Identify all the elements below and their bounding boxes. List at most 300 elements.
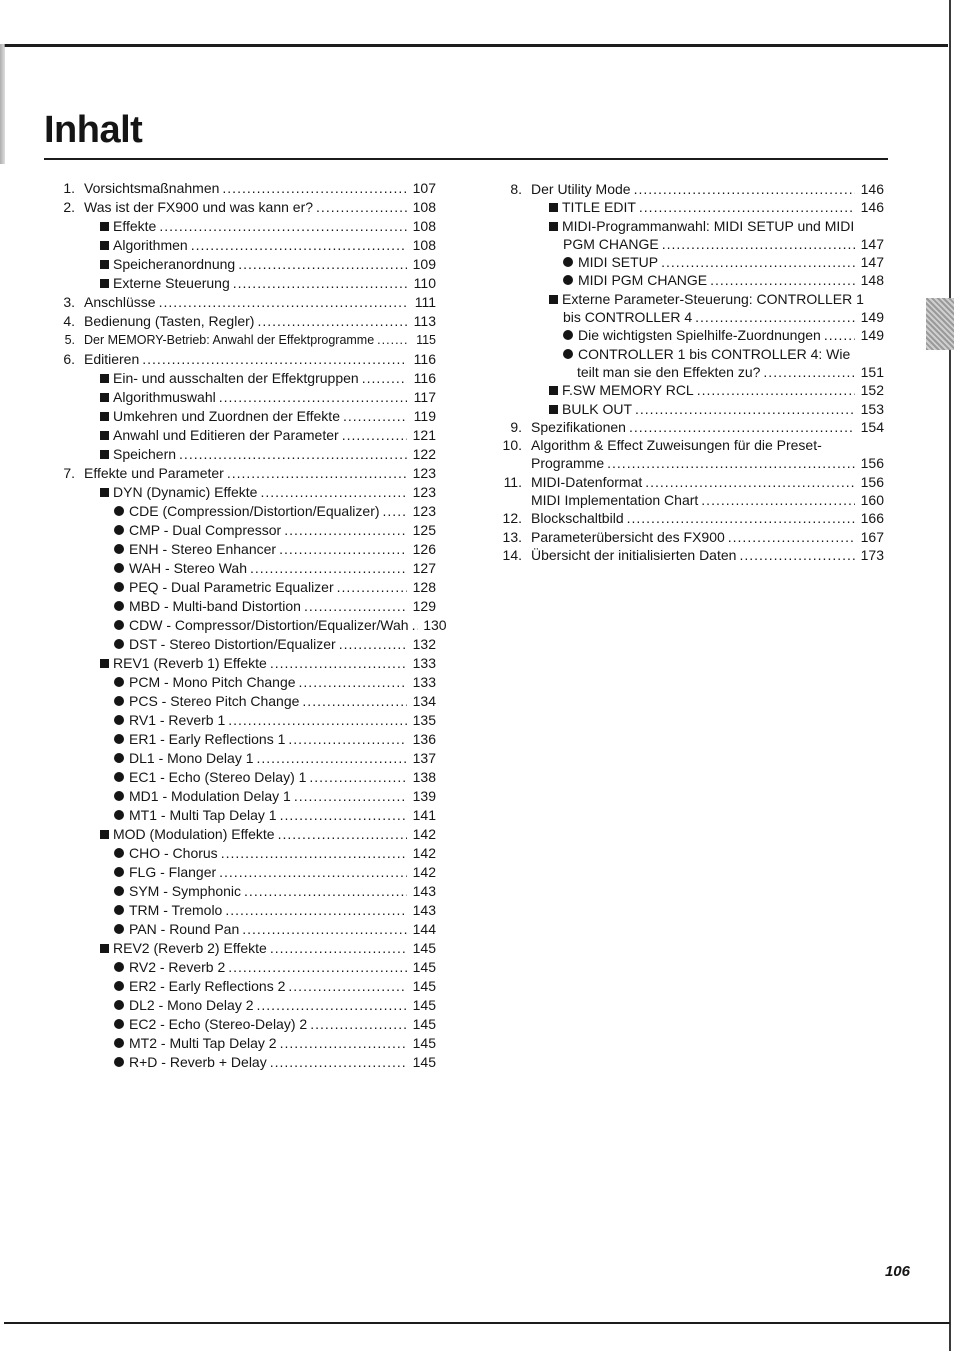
toc-entry[interactable]: [50, 369, 436, 388]
toc-entry[interactable]: [50, 844, 436, 863]
page-number: 106: [884, 1263, 910, 1280]
dot-leader: [639, 198, 855, 217]
toc-entry-title: CONTROLLER 1 bis CONTROLLER 4: Wie: [578, 345, 851, 362]
round-bullet-icon: [114, 1038, 124, 1048]
toc-entry-page: 111: [414, 294, 436, 310]
toc-entry-page: 127: [412, 560, 436, 576]
toc-entry-title: bis CONTROLLER 4: [563, 309, 693, 326]
toc-entry-title: MIDI SETUP: [578, 254, 659, 271]
toc-entry-page: 108: [412, 237, 436, 253]
toc-entry[interactable]: [50, 464, 436, 483]
toc-entry-page: 148: [860, 272, 884, 289]
toc-entry-page: 107: [412, 180, 436, 196]
toc-entry[interactable]: [497, 253, 884, 271]
round-bullet-icon: [563, 349, 573, 359]
round-bullet-icon: [114, 1057, 124, 1067]
dot-leader: [309, 768, 407, 787]
toc-entry[interactable]: [50, 331, 436, 350]
toc-entry-title: EC1 - Echo (Stereo Delay) 1: [129, 769, 307, 785]
round-bullet-icon: [114, 620, 124, 630]
toc-entry-title: Editieren: [84, 351, 140, 367]
toc-entry-page: 146: [860, 199, 884, 216]
toc-entry-number: 12.: [502, 510, 522, 527]
dot-leader: [284, 521, 407, 540]
dot-leader: [634, 180, 855, 199]
toc-entry-page: 167: [860, 528, 884, 545]
dot-leader: [302, 692, 407, 711]
dot-leader: [270, 1053, 407, 1072]
dot-leader: [824, 326, 855, 345]
round-bullet-icon: [114, 696, 124, 706]
square-bullet-icon: [100, 830, 109, 839]
dot-leader: [710, 271, 855, 290]
dot-leader: [339, 635, 407, 654]
toc-entry[interactable]: [50, 521, 436, 540]
round-bullet-icon: [114, 677, 124, 687]
toc-entry-page: 143: [412, 883, 436, 899]
dot-leader: [257, 996, 407, 1015]
square-bullet-icon: [100, 374, 109, 383]
bottom-rule: [4, 1322, 950, 1324]
toc-entry-title: DST - Stereo Distortion/Equalizer: [129, 636, 336, 652]
title-rule: [44, 158, 888, 160]
toc-entry-title: MBD - Multi-band Distortion: [129, 598, 301, 614]
toc-entry[interactable]: [50, 635, 436, 654]
toc-entry-page: 160: [860, 492, 884, 509]
toc-entry-title: MOD (Modulation) Effekte: [113, 826, 275, 842]
toc-entry[interactable]: [497, 180, 884, 198]
toc-entry-title: Anwahl und Editieren der Parameter: [113, 427, 339, 443]
toc-entry-title: REV1 (Reverb 1) Effekte: [113, 655, 267, 671]
dot-leader: [316, 198, 407, 217]
toc-entry-number: 2.: [63, 199, 75, 215]
dot-leader: [257, 312, 407, 331]
toc-entry[interactable]: [497, 491, 884, 509]
round-bullet-icon: [563, 257, 573, 267]
toc-entry-title: CHO - Chorus: [129, 845, 218, 861]
toc-entry-page: 138: [412, 769, 436, 785]
dot-leader: [279, 540, 407, 559]
dot-leader: [635, 400, 855, 419]
toc-entry[interactable]: [497, 381, 884, 399]
toc-entry-title: EC2 - Echo (Stereo-Delay) 2: [129, 1016, 308, 1032]
toc-entry-page: 134: [412, 693, 436, 709]
toc-entry-page: 141: [412, 807, 436, 823]
dot-leader: [697, 381, 855, 400]
toc-entry-title: Was ist der FX900 und was kann er?: [84, 199, 314, 215]
toc-entry[interactable]: [497, 400, 884, 418]
dot-leader: [607, 454, 855, 473]
toc-entry-title: Blockschaltbild: [531, 510, 624, 527]
dot-leader: [238, 255, 407, 274]
toc-entry-page: 139: [412, 788, 436, 804]
dot-leader: [257, 749, 407, 768]
round-bullet-icon: [114, 810, 124, 820]
right-edge-line: [949, 0, 951, 1351]
toc-entry-title: MD1 - Modulation Delay 1: [129, 788, 291, 804]
toc-entry-title: Parameterübersicht des FX900: [531, 528, 725, 545]
toc-entry[interactable]: [50, 730, 436, 749]
toc-entry[interactable]: [50, 388, 436, 407]
toc-entry-title: CDW - Compressor/Distortion/Equalizer/Wah: [129, 617, 409, 633]
top-rule: [4, 44, 948, 47]
round-bullet-icon: [114, 544, 124, 554]
toc-entry[interactable]: [50, 274, 436, 293]
toc-entry-page: 144: [412, 921, 436, 937]
toc-entry-number: 6.: [63, 351, 75, 367]
toc-entry-page: 146: [860, 181, 884, 197]
toc-entry-title: PGM CHANGE: [563, 235, 659, 252]
dot-leader: [179, 445, 407, 464]
toc-entry-page: 116: [413, 351, 436, 367]
toc-entry[interactable]: [497, 308, 884, 326]
toc-entry[interactable]: [50, 673, 436, 692]
square-bullet-icon: [100, 659, 109, 668]
toc-entry-page: 147: [860, 235, 884, 252]
dot-leader: [645, 473, 855, 492]
round-bullet-icon: [114, 772, 124, 782]
toc-entry-page: 145: [412, 1035, 436, 1051]
toc-entry[interactable]: [497, 235, 884, 253]
toc-entry-page: 145: [412, 940, 436, 956]
toc-entry-title: Vorsichtsmaßnahmen: [84, 180, 220, 196]
dot-leader: [222, 179, 407, 198]
toc-entry-page: 122: [412, 446, 436, 462]
toc-right-column: [497, 180, 884, 564]
toc-entry-number: 9.: [510, 418, 522, 435]
toc-entry-page: 108: [412, 218, 436, 234]
toc-entry-title: Speichern: [113, 446, 177, 462]
toc-entry[interactable]: [50, 787, 436, 806]
toc-entry[interactable]: [497, 436, 884, 454]
toc-entry-page: 116: [413, 370, 436, 386]
toc-entry-page: 128: [412, 579, 436, 595]
toc-entry-page: 115: [416, 333, 436, 347]
toc-entry-title: Programme: [531, 455, 605, 472]
toc-entry-title: R+D - Reverb + Delay: [129, 1054, 267, 1070]
toc-entry-title: BULK OUT: [562, 400, 633, 417]
dot-leader: [191, 236, 407, 255]
dot-leader: [701, 491, 855, 510]
toc-entry[interactable]: [50, 559, 436, 578]
toc-entry[interactable]: [497, 363, 884, 381]
toc-entry[interactable]: [50, 350, 436, 369]
dot-leader: [228, 958, 407, 977]
dot-leader: [280, 806, 407, 825]
dot-leader: [225, 901, 407, 920]
toc-entry[interactable]: [50, 1034, 436, 1053]
square-bullet-icon: [100, 431, 109, 440]
square-bullet-icon: [549, 386, 558, 395]
toc-entry[interactable]: [50, 198, 436, 217]
round-bullet-icon: [114, 1000, 124, 1010]
square-bullet-icon: [100, 260, 109, 269]
toc-entry[interactable]: [50, 1015, 436, 1034]
toc-entry[interactable]: [50, 597, 436, 616]
toc-entry-number: 4.: [63, 313, 75, 329]
round-bullet-icon: [114, 1019, 124, 1029]
toc-entry-title: TITLE EDIT: [562, 199, 636, 216]
dot-leader: [661, 253, 855, 272]
toc-entry-title: WAH - Stereo Wah: [129, 560, 247, 576]
toc-entry[interactable]: [50, 768, 436, 787]
toc-entry[interactable]: [50, 426, 436, 445]
round-bullet-icon: [114, 848, 124, 858]
toc-entry-page: 121: [412, 427, 436, 443]
toc-entry-page: 166: [860, 510, 884, 527]
round-bullet-icon: [563, 330, 573, 340]
toc-entry-page: 117: [413, 389, 436, 405]
toc-entry[interactable]: [497, 418, 884, 436]
toc-entry-page: 145: [412, 959, 436, 975]
dot-leader: [142, 350, 407, 369]
toc-entry-page: 149: [860, 309, 884, 326]
toc-entry[interactable]: [50, 882, 436, 901]
toc-entry-title: Speicheranordnung: [113, 256, 236, 272]
dot-leader: [377, 331, 407, 350]
dot-leader: [342, 426, 407, 445]
toc-entry[interactable]: [50, 445, 436, 464]
toc-entry-title: REV2 (Reverb 2) Effekte: [113, 940, 267, 956]
toc-entry[interactable]: [50, 939, 436, 958]
toc-entry-page: 142: [412, 826, 436, 842]
toc-entry-title: MT2 - Multi Tap Delay 2: [129, 1035, 277, 1051]
toc-entry[interactable]: [50, 293, 436, 312]
toc-entry-number: 7.: [63, 465, 75, 481]
toc-entry-page: 145: [412, 1054, 436, 1070]
toc-entry-page: 154: [860, 418, 884, 435]
scan-edge-shadow: [0, 44, 5, 164]
toc-entry[interactable]: [50, 1053, 436, 1072]
toc-entry[interactable]: [497, 271, 884, 289]
dot-leader: [299, 673, 407, 692]
dot-leader: [362, 369, 407, 388]
dot-leader: [221, 844, 407, 863]
toc-entry-page: 126: [412, 541, 436, 557]
toc-entry-title: teilt man sie den Effekten zu?: [577, 363, 761, 380]
toc-entry-title: RV1 - Reverb 1: [129, 712, 226, 728]
toc-entry-title: SYM - Symphonic: [129, 883, 242, 899]
toc-entry[interactable]: [50, 236, 436, 255]
toc-entry[interactable]: [497, 454, 884, 472]
toc-entry[interactable]: [50, 863, 436, 882]
dot-leader: [739, 546, 855, 565]
toc-entry-page: 145: [412, 978, 436, 994]
round-bullet-icon: [114, 506, 124, 516]
toc-entry[interactable]: [497, 473, 884, 491]
toc-entry[interactable]: [497, 198, 884, 216]
dot-leader: [728, 528, 855, 547]
toc-entry-page: 132: [412, 636, 436, 652]
dot-leader: [278, 825, 407, 844]
toc-entry-number: 3.: [63, 294, 75, 310]
dot-leader: [227, 464, 407, 483]
toc-entry-number: 14.: [502, 546, 522, 563]
toc-entry[interactable]: [497, 509, 884, 527]
toc-entry-page: 151: [860, 363, 884, 380]
toc-entry-title: MIDI Implementation Chart: [531, 492, 699, 509]
square-bullet-icon: [549, 295, 558, 304]
toc-entry[interactable]: [50, 692, 436, 711]
square-bullet-icon: [549, 222, 558, 231]
toc-entry-title: Ein- und ausschalten der Effektgruppen: [113, 370, 359, 386]
square-bullet-icon: [549, 203, 558, 212]
round-bullet-icon: [114, 886, 124, 896]
dot-leader: [383, 502, 407, 521]
toc-entry[interactable]: [497, 326, 884, 344]
dot-leader: [242, 920, 407, 939]
toc-entry-title: CDE (Compression/Distortion/Equalizer): [129, 503, 380, 519]
toc-entry-title: Übersicht der initialisierten Daten: [531, 546, 737, 563]
toc-entry-title: RV2 - Reverb 2: [129, 959, 226, 975]
toc-entry-title: PAN - Round Pan: [129, 921, 240, 937]
toc-entry-page: 153: [860, 400, 884, 417]
dot-leader: [662, 235, 855, 254]
dot-leader: [280, 1034, 407, 1053]
toc-entry[interactable]: [50, 901, 436, 920]
dot-leader: [219, 863, 407, 882]
square-bullet-icon: [100, 412, 109, 421]
toc-entry[interactable]: [50, 920, 436, 939]
toc-entry-page: 145: [412, 997, 436, 1013]
toc-left-column: [50, 179, 447, 1072]
toc-entry-page: 110: [413, 275, 436, 291]
toc-entry[interactable]: [50, 540, 436, 559]
dot-leader: [159, 293, 407, 312]
toc-entry-page: 136: [412, 731, 436, 747]
toc-entry[interactable]: [497, 546, 884, 564]
toc-entry-number: 11.: [503, 473, 522, 490]
toc-entry-page: 156: [860, 473, 884, 490]
square-bullet-icon: [100, 450, 109, 459]
toc-entry[interactable]: [50, 407, 436, 426]
toc-entry-page: 156: [860, 455, 884, 472]
toc-entry-title: Effekte und Parameter: [84, 465, 224, 481]
toc-entry-title: ER1 - Early Reflections 1: [129, 731, 286, 747]
toc-entry[interactable]: [50, 217, 436, 236]
dot-leader: [288, 730, 407, 749]
toc-entry-page: 143: [412, 902, 436, 918]
toc-entry-title: Algorithmen: [113, 237, 188, 253]
toc-entry[interactable]: [50, 996, 436, 1015]
toc-entry-page: 123: [412, 503, 436, 519]
toc-entry-number: 10.: [502, 437, 522, 454]
round-bullet-icon: [114, 981, 124, 991]
toc-entry-page: 123: [412, 465, 436, 481]
toc-entry-title: F.SW MEMORY RCL: [562, 382, 694, 399]
toc-entry-title: Bedienung (Tasten, Regler): [84, 313, 255, 329]
dot-leader: [337, 578, 407, 597]
dot-leader: [270, 654, 407, 673]
dot-leader: [233, 274, 407, 293]
toc-entry-number: 13.: [502, 528, 522, 545]
toc-entry[interactable]: [50, 616, 447, 635]
toc-entry-page: 133: [412, 655, 436, 671]
toc-entry-title: Externe Parameter-Steuerung: CONTROLLER 1: [562, 290, 864, 307]
toc-entry-title: ER2 - Early Reflections 2: [129, 978, 286, 994]
toc-entry[interactable]: [50, 977, 436, 996]
toc-entry[interactable]: [50, 654, 436, 673]
toc-entry-page: 119: [413, 408, 436, 424]
toc-entry-page: 145: [412, 1016, 436, 1032]
toc-entry[interactable]: [497, 345, 884, 363]
square-bullet-icon: [100, 241, 109, 250]
round-bullet-icon: [114, 715, 124, 725]
dot-leader: [304, 597, 407, 616]
thumb-index-tab: [926, 298, 954, 350]
dot-leader: [412, 616, 418, 635]
square-bullet-icon: [100, 488, 109, 497]
round-bullet-icon: [114, 601, 124, 611]
toc-entry[interactable]: [50, 483, 436, 502]
toc-entry-page: 133: [412, 674, 436, 690]
toc-entry-page: 108: [412, 199, 436, 215]
toc-entry-page: 109: [412, 256, 436, 272]
toc-entry[interactable]: [50, 806, 436, 825]
toc-entry[interactable]: [50, 312, 436, 331]
toc-entry-title: MT1 - Multi Tap Delay 1: [129, 807, 277, 823]
toc-entry-page: 113: [413, 313, 436, 329]
toc-entry-title: Algorithmuswahl: [113, 389, 216, 405]
toc-entry[interactable]: [50, 825, 436, 844]
toc-entry[interactable]: [50, 255, 436, 274]
toc-entry-title: MIDI-Datenformat: [531, 473, 643, 490]
toc-entry-title: Effekte: [113, 218, 157, 234]
toc-entry-number: 5.: [64, 333, 75, 347]
toc-entry-page: 147: [860, 254, 884, 271]
round-bullet-icon: [114, 639, 124, 649]
page-title: Inhalt: [44, 109, 143, 151]
square-bullet-icon: [100, 944, 109, 953]
round-bullet-icon: [563, 275, 573, 285]
toc-entry-page: 123: [412, 484, 436, 500]
dot-leader: [310, 1015, 407, 1034]
square-bullet-icon: [100, 393, 109, 402]
toc-entry-title: DYN (Dynamic) Effekte: [113, 484, 258, 500]
square-bullet-icon: [100, 222, 109, 231]
toc-entry-page: 135: [412, 712, 436, 728]
dot-leader: [270, 939, 407, 958]
toc-entry-number: 8.: [510, 181, 522, 197]
toc-entry-title: Spezifikationen: [531, 418, 626, 435]
toc-entry[interactable]: [50, 711, 436, 730]
dot-leader: [343, 407, 407, 426]
toc-entry-page: 173: [860, 546, 884, 563]
toc-entry-page: 152: [860, 382, 884, 399]
toc-entry-page: 137: [412, 750, 436, 766]
toc-entry[interactable]: [497, 217, 884, 235]
toc-entry[interactable]: [50, 749, 436, 768]
toc-entry-title: PCM - Mono Pitch Change: [129, 674, 296, 690]
dot-leader: [260, 483, 407, 502]
dot-leader: [294, 787, 407, 806]
toc-entry-title: Der MEMORY-Betrieb: Anwahl der Effektprogramme: [84, 333, 375, 347]
dot-leader: [627, 509, 855, 528]
square-bullet-icon: [100, 279, 109, 288]
toc-entry[interactable]: [50, 958, 436, 977]
toc-entry[interactable]: [497, 290, 884, 308]
round-bullet-icon: [114, 525, 124, 535]
round-bullet-icon: [114, 734, 124, 744]
toc-entry[interactable]: [50, 179, 436, 198]
toc-entry[interactable]: [497, 528, 884, 546]
dot-leader: [219, 388, 407, 407]
toc-entry[interactable]: [50, 578, 436, 597]
toc-entry-title: ENH - Stereo Enhancer: [129, 541, 277, 557]
round-bullet-icon: [114, 962, 124, 972]
toc-entry[interactable]: [50, 502, 436, 521]
toc-entry-page: 142: [412, 864, 436, 880]
